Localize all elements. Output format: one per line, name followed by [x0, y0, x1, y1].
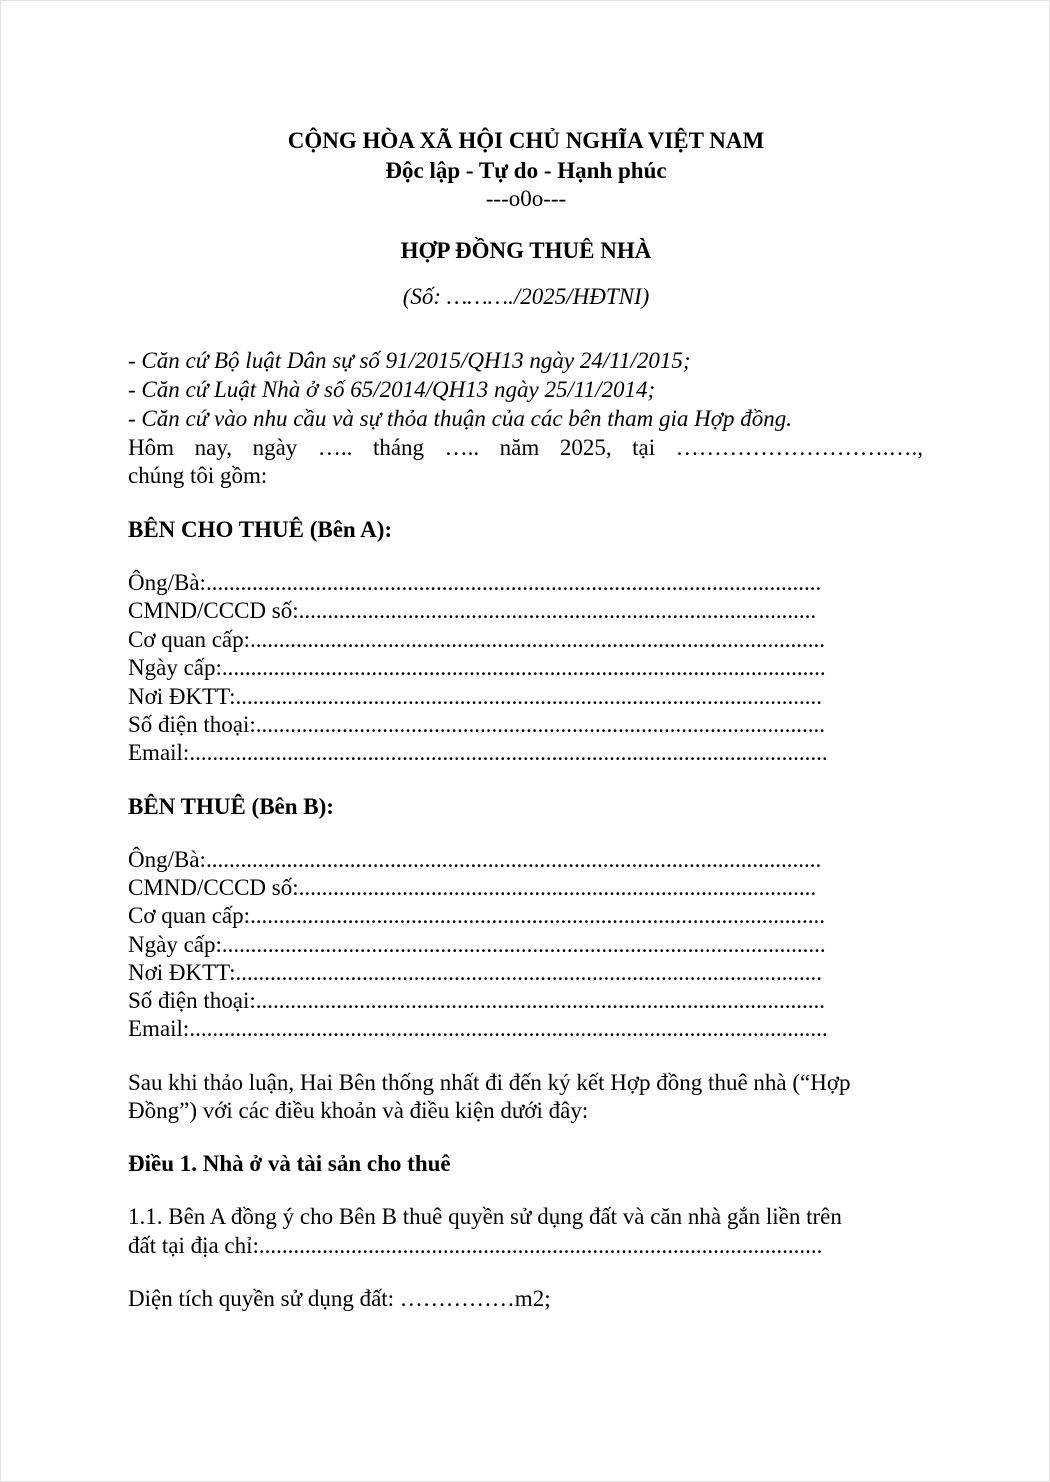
intro-month-blank: ….. [444, 435, 480, 460]
separator: ---o0o--- [485, 186, 567, 211]
party-a-id-field: CMND/CCCD số:.......................................................................................... [128, 598, 817, 623]
article-1-heading: Điều 1. Nhà ở và tài sản cho thuê [128, 1151, 451, 1176]
party-a-issuer-field: Cơ quan cấp:.................................................................................................... [128, 627, 826, 652]
agreement-line-2: Đồng”) với các điều khoản và điều kiện dưới đây: [128, 1098, 589, 1123]
party-b-name-field: Ông/Bà:........................................................................................................... [128, 847, 822, 872]
agreement-line-1: Sau khi thảo luận, Hai Bên thống nhất đi đến ký kết Hợp đồng thuê nhà (“Hợp [128, 1070, 851, 1095]
intro-word: tại [632, 435, 656, 460]
intro-line [128, 434, 923, 462]
party-b-email-field: Email:............................................................................................................... [128, 1016, 828, 1041]
party-b-id-field: CMND/CCCD số:.......................................................................................... [128, 875, 817, 900]
party-a-name-field: Ông/Bà:........................................................................................................... [128, 570, 822, 595]
intro-word: tháng [372, 435, 425, 460]
basis-line: - Căn cứ Luật Nhà ở số 65/2014/QH13 ngày 25/11/2014; [128, 377, 656, 402]
intro-word: ngày [252, 435, 298, 460]
party-b-heading: BÊN THUÊ (Bên B): [128, 794, 334, 819]
intro-word: Hôm [128, 435, 174, 460]
intro-word: năm [499, 435, 540, 460]
intro-word: nay, [194, 435, 233, 460]
intro-place-blank: ……………………….…., [675, 435, 923, 460]
basis-line: - Căn cứ Bộ luật Dân sự số 91/2015/QH13 ngày 24/11/2015; [128, 348, 691, 373]
contract-title: HỢP ĐỒNG THUÊ NHÀ [400, 238, 652, 263]
party-b-residence-field: Nơi ĐKTT:...................................................................................................... [128, 960, 822, 985]
land-area-field: Diện tích quyền sử dụng đất: ……………m2; [128, 1286, 551, 1311]
clause-1-1-line-1: 1.1. Bên A đồng ý cho Bên B thuê quyền sử dụng đất và căn nhà gắn liền trên [128, 1204, 842, 1229]
nation-heading: CỘNG HÒA XÃ HỘI CHỦ NGHĨA VIỆT NAM [287, 128, 765, 153]
intro-year: 2025, [559, 435, 612, 460]
party-a-email-field: Email:............................................................................................................... [128, 740, 828, 765]
party-a-phone-field: Số điện thoại:................................................................................................... [128, 712, 826, 737]
party-b-issue-date-field: Ngày cấp:......................................................................................................... [128, 932, 826, 957]
intro-day-blank: ….. [317, 435, 353, 460]
party-a-heading: BÊN CHO THUÊ (Bên A): [128, 517, 393, 542]
motto: Độc lập - Tự do - Hạnh phúc [385, 158, 667, 183]
contract-number: (Số: ………./2025/HĐTNI) [402, 284, 650, 309]
basis-line: - Căn cứ vào nhu cầu và sự thỏa thuận của các bên tham gia Hợp đồng. [128, 406, 793, 431]
party-a-residence-field: Nơi ĐKTT:...................................................................................................... [128, 684, 822, 709]
party-a-issue-date-field: Ngày cấp:......................................................................................................... [128, 655, 826, 680]
party-b-phone-field: Số điện thoại:................................................................................................... [128, 988, 826, 1013]
clause-1-1-address-field: đất tại địa chỉ:.................................................................................................. [128, 1233, 823, 1258]
intro-line-2: chúng tôi gồm: [128, 463, 268, 488]
party-b-issuer-field: Cơ quan cấp:.................................................................................................... [128, 903, 826, 928]
